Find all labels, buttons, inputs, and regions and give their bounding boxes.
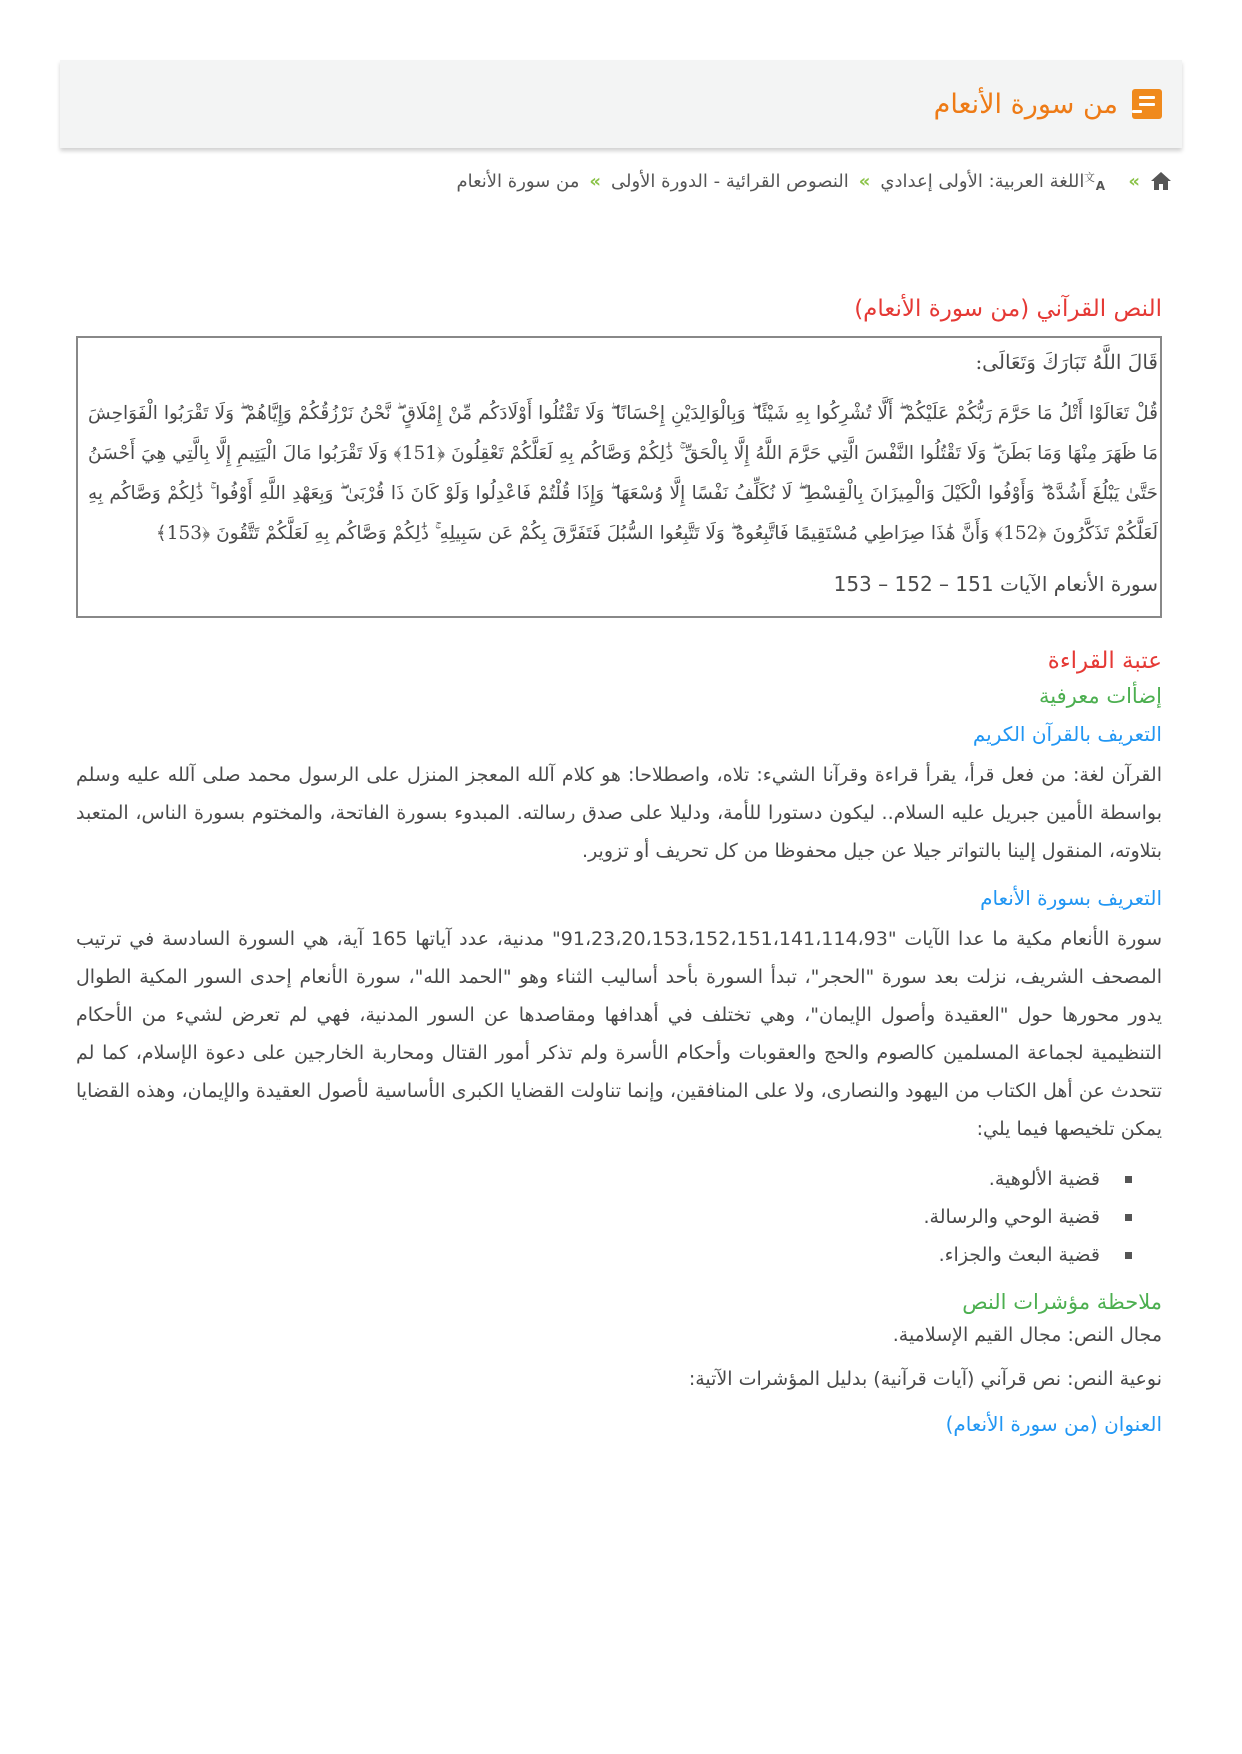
article-icon xyxy=(1132,89,1162,119)
surah-definition-heading: التعريف بسورة الأنعام xyxy=(980,886,1162,910)
reading-threshold-heading: عتبة القراءة xyxy=(1047,648,1162,674)
quran-intro: قَالَ اللَّهُ تَبَارَكَ وَتَعَالَى: xyxy=(975,350,1158,374)
list-item: قضية البعث والجزاء. xyxy=(76,1236,1132,1274)
list-item: قضية الألوهية. xyxy=(76,1160,1132,1198)
quran-definition-text: القرآن لغة: من فعل قرأ، يقرأ قراءة وقرآنا الشيء: تلاه، واصطلاحا: هو كلام آلله المعجز المنزل على الرسول محمد صلى آلله عليه وسلم بواسطة الأمين جبريل عليه السلام.. ليكون دستورا للأمة، ودليلا على صدق رسالته. المبدوء بسورة الفاتحة، والمختوم بسورة الناس، المتعبد بتلاوته، المنقول إلينا بالتواتر جيلا عن جيل محفوظا من كل تحريف أو تزوير. xyxy=(76,764,1162,862)
breadcrumb-item-arabic-grade[interactable]: اللغة العربية: الأولى إعدادي xyxy=(880,170,1085,192)
home-icon[interactable] xyxy=(1150,171,1172,191)
issues-list xyxy=(76,1160,1162,1274)
breadcrumb-item-reading-texts[interactable]: النصوص القرائية - الدورة الأولى xyxy=(610,170,849,192)
quran-reference: سورة الأنعام الآيات 151 – 152 – 153 xyxy=(833,572,1158,596)
breadcrumb-item-current: من سورة الأنعام xyxy=(456,170,580,192)
quran-verses: قُلْ تَعَالَوْا أَتْلُ مَا حَرَّمَ رَبُّكُمْ عَلَيْكُمْ ۖ أَلَّا تُشْرِكُوا بِهِ شَيْئًا ۖ وَبِالْوَالِدَيْنِ إِحْسَانًا ۖ وَلَا تَقْتُلُوا أَوْلَادَكُم مِّنْ إِمْلَاقٍ ۖ نَّحْنُ نَرْزُقُكُمْ وَإِيَّاهُمْ ۖ وَلَا تَقْرَبُوا الْفَوَاحِشَ مَا ظَهَرَ مِنْهَا وَمَا بَطَنَ ۖ وَلَا تَقْتُلُوا النَّفْسَ الَّتِي حَرَّمَ اللَّهُ إِلَّا بِالْحَقِّ ۚ ذَٰلِكُمْ وَصَّاكُم بِهِ لَعَلَّكُمْ تَعْقِلُونَ ﴿151﴾ وَلَا تَقْرَبُوا مَالَ الْيَتِيمِ إِلَّا بِالَّتِي هِيَ أَحْسَنُ حَتَّىٰ يَبْلُغَ أَشُدَّهُ ۖ وَأَوْفُوا الْكَيْلَ وَالْمِيزَانَ بِالْقِسْطِ ۖ لَا نُكَلِّفُ نَفْسًا إِلَّا وُسْعَهَا ۖ وَإِذَا قُلْتُمْ فَاعْدِلُوا وَلَوْ كَانَ ذَا قُرْبَىٰ ۖ وَبِعَهْدِ اللَّهِ أَوْفُوا ۚ ذَٰلِكُمْ وَصَّاكُم بِهِ لَعَلَّكُمْ تَذَكَّرُونَ ﴿152﴾ وَأَنَّ هَٰذَا صِرَاطِي مُسْتَقِيمًا فَاتَّبِعُوهُ ۖ وَلَا تَتَّبِعُوا السُّبُلَ فَتَفَرَّقَ بِكُمْ عَن سَبِيلِهِ ۚ ذَٰلِكُمْ وَصَّاكُم بِهِ لَعَلَّكُمْ تَتَّقُونَ ﴿153﴾ xyxy=(88,403,1158,544)
breadcrumb-separator: » xyxy=(1128,170,1140,192)
quran-box xyxy=(76,336,1162,618)
quran-text-heading: النص القرآني (من سورة الأنعام) xyxy=(854,296,1162,322)
list-item: قضية الوحي والرسالة. xyxy=(76,1198,1132,1236)
text-indicators-heading: ملاحظة مؤشرات النص xyxy=(962,1290,1162,1314)
page-header xyxy=(60,60,1182,148)
translate-icon xyxy=(1084,170,1118,193)
quran-definition-heading: التعريف بالقرآن الكريم xyxy=(972,722,1162,746)
breadcrumb xyxy=(456,170,1172,192)
surah-definition-text: سورة الأنعام مكية ما عدا الآيات "91،23،20،153،152،151،141،114،93" مدنية، عدد آياتها 165 آية، هي السورة السادسة في ترتيب المصحف الشريف، نزلت بعد سورة "الحجر"، تبدأ السورة بأحد أساليب الثناء وهو "الحمد الله"، سورة الأنعام إحدى السور المكية الطوال يدور محورها حول "العقيدة وأصول الإيمان"، وهي تختلف في أهدافها ومقاصدها عن السور المدنية، فهي لم تعرض لشيء من الأحكام التنظيمية لجماعة المسلمين كالصوم والحج والعقوبات وأحكام الأسرة ولم تذكر أمور القتال ومحاربة الخارجين على دعوة الإسلام، كما لم تتحدث عن أهل الكتاب من اليهود والنصارى، ولا على المنافقين، وإنما تناولت القضايا الكبرى الأساسية لأصول العقيدة والإيمان، وهذه القضايا يمكن تلخيصها فيما يلي: xyxy=(76,928,1163,1140)
text-type: نوعية النص: نص قرآني (آيات قرآنية) بدليل المؤشرات الآتية: xyxy=(688,1368,1162,1390)
svg-text:A: A xyxy=(1096,179,1106,193)
main-content xyxy=(76,296,1162,1446)
knowledge-heading: إضأات معرفية xyxy=(1039,684,1162,708)
page-title: من سورة الأنعام xyxy=(933,88,1118,120)
title-indicator-heading: العنوان (من سورة الأنعام) xyxy=(945,1412,1162,1436)
text-field: مجال النص: مجال القيم الإسلامية. xyxy=(892,1324,1162,1346)
breadcrumb-separator: » xyxy=(858,170,871,192)
breadcrumb-separator: » xyxy=(589,170,601,192)
svg-text:文: 文 xyxy=(1084,171,1096,184)
